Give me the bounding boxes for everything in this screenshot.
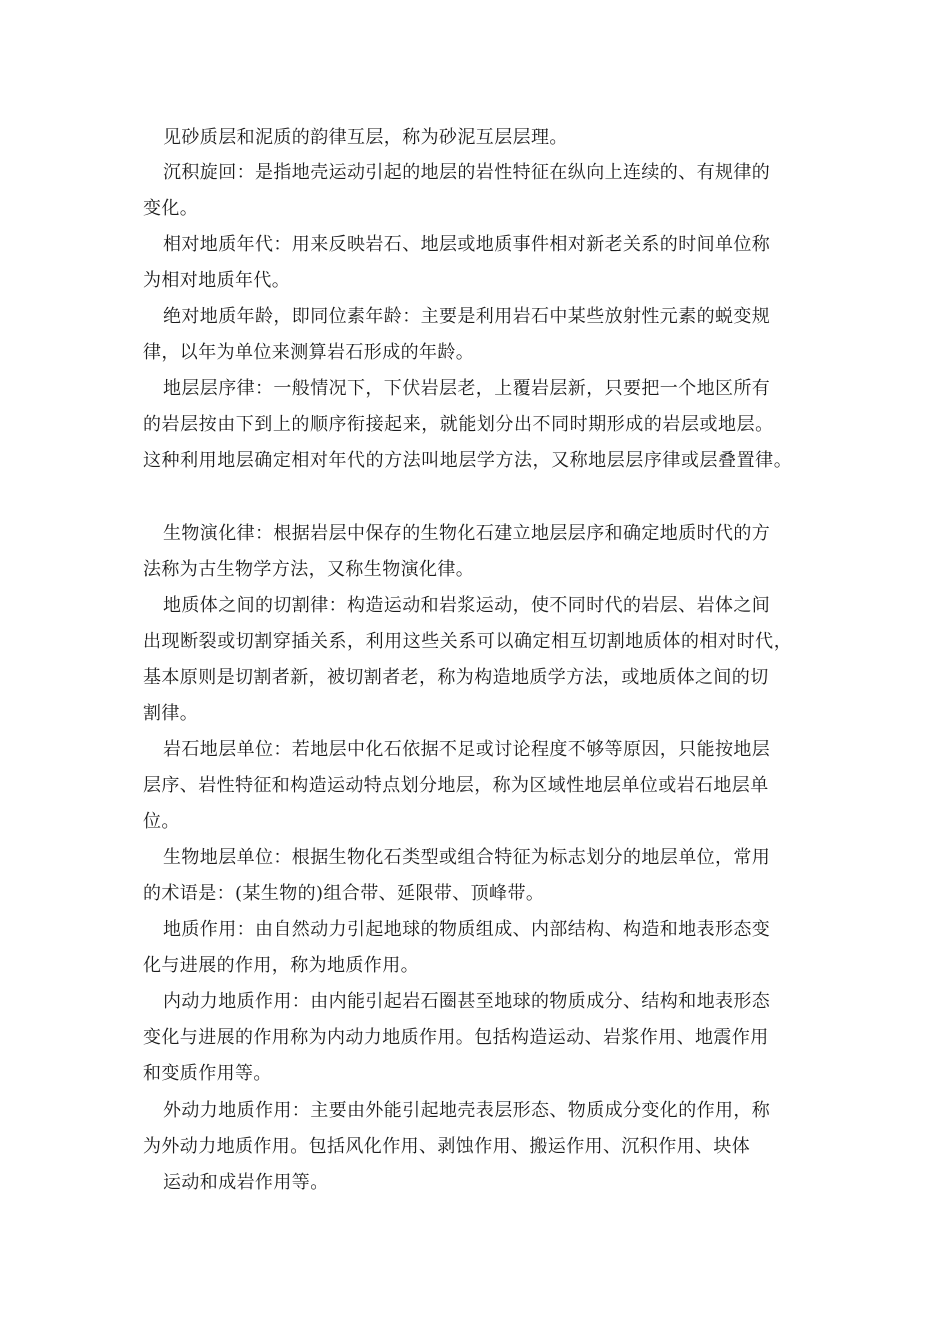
text-line: 相对地质年代：用来反映岩石、地层或地质事件相对新老关系的时间单位称 — [163, 234, 771, 255]
text-line: 法称为古生物学方法，又称生物演化律。 — [143, 559, 475, 580]
text-line: 出现断裂或切割穿插关系，利用这些关系可以确定相互切割地质体的相对时代， — [143, 631, 793, 652]
text-line: 割律。 — [143, 703, 199, 724]
text-line: 层序、岩性特征和构造运动特点划分地层，称为区域性地层单位或岩石地层单 — [143, 775, 769, 796]
text-line: 这种利用地层确定相对年代的方法叫地层学方法，又称地层层序律或层叠置律。 — [143, 450, 793, 471]
text-line: 生物地层单位：根据生物化石类型或组合特征为标志划分的地层单位，常用 — [163, 847, 771, 868]
text-line: 地质体之间的切割律：构造运动和岩浆运动，使不同时代的岩层、岩体之间 — [163, 595, 771, 616]
text-line: 的术语是：(某生物的)组合带、延限带、顶峰带。 — [143, 883, 545, 904]
text-line: 内动力地质作用：由内能引起岩石圈甚至地球的物质成分、结构和地表形态 — [163, 991, 771, 1012]
text-line: 为相对地质年代。 — [143, 270, 291, 291]
text-line: 见砂质层和泥质的韵律互层，称为砂泥互层层理。 — [163, 127, 568, 148]
text-line: 为外动力地质作用。包括风化作用、剥蚀作用、搬运作用、沉积作用、块体 — [143, 1136, 751, 1157]
text-line: 生物演化律：根据岩层中保存的生物化石建立地层层序和确定地质时代的方 — [163, 523, 771, 544]
text-line: 岩石地层单位：若地层中化石依据不足或讨论程度不够等原因，只能按地层 — [163, 739, 771, 760]
text-line: 律，以年为单位来测算岩石形成的年龄。 — [143, 342, 475, 363]
text-line: 变化与进展的作用称为内动力地质作用。包括构造运动、岩浆作用、地震作用 — [143, 1027, 769, 1048]
text-line: 绝对地质年龄，即同位素年龄：主要是利用岩石中某些放射性元素的蜕变规 — [163, 306, 771, 327]
text-line: 的岩层按由下到上的顺序衔接起来，就能划分出不同时期形成的岩层或地层。 — [143, 414, 774, 435]
text-line: 位。 — [143, 811, 180, 832]
text-line: 化与进展的作用，称为地质作用。 — [143, 955, 419, 976]
text-line: 变化。 — [143, 198, 199, 219]
text-line: 基本原则是切割者新，被切割者老，称为构造地质学方法，或地质体之间的切 — [143, 667, 769, 688]
text-line: 和变质作用等。 — [143, 1063, 272, 1084]
text-line: 地层层序律：一般情况下，下伏岩层老，上覆岩层新，只要把一个地区所有 — [163, 378, 771, 399]
text-line: 地质作用：由自然动力引起地球的物质组成、内部结构、构造和地表形态变 — [163, 919, 771, 940]
text-line: 外动力地质作用：主要由外能引起地壳表层形态、物质成分变化的作用，称 — [163, 1100, 771, 1121]
text-line: 沉积旋回：是指地壳运动引起的地层的岩性特征在纵向上连续的、有规律的 — [163, 162, 771, 183]
text-line: 运动和成岩作用等。 — [163, 1172, 329, 1193]
